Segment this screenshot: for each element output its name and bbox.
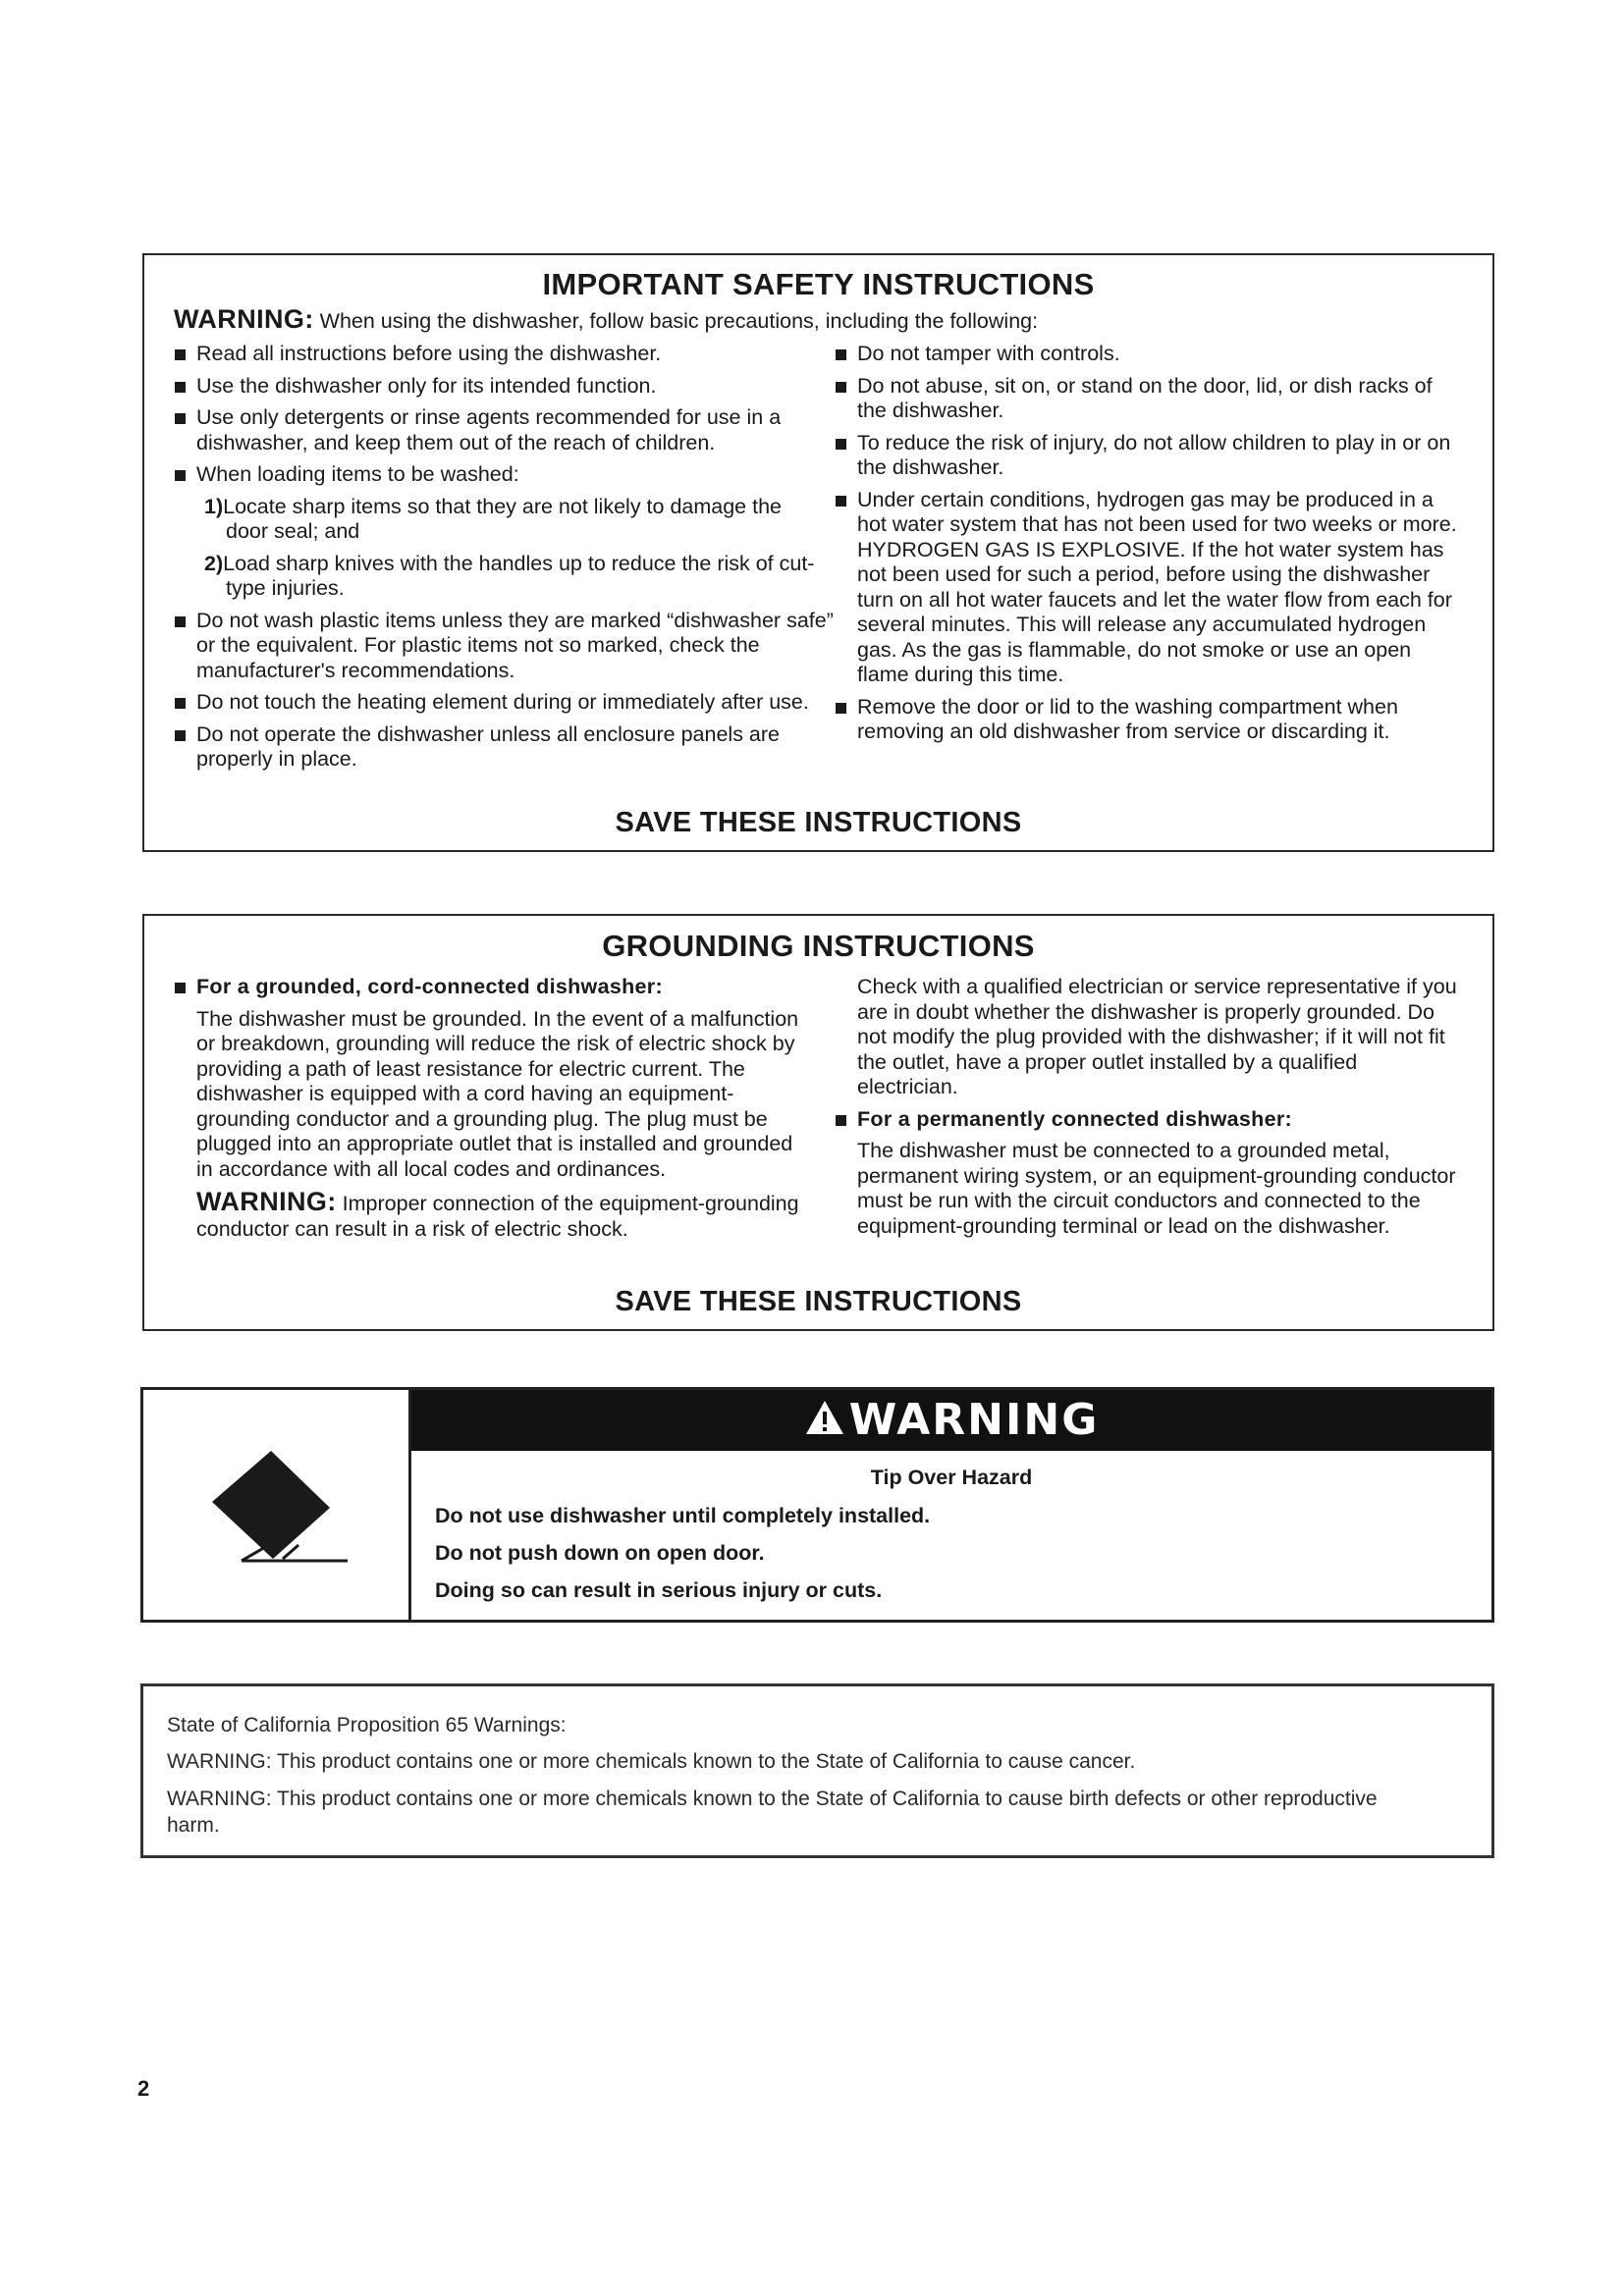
safety-instructions-box: [142, 253, 1494, 852]
sub-item: [174, 552, 844, 602]
warning-line-3: Doing so can result in serious injury or cuts.: [435, 1578, 883, 1602]
warning-label: WARNING:: [174, 304, 314, 334]
list-item: Do not operate the dishwasher unless all enclosure panels are properly in place.: [174, 722, 825, 773]
list-item: Read all instructions before using the dishwasher.: [174, 342, 959, 367]
sub-text: Load sharp knives with the handles up to reduce the risk of cut-type injuries.: [223, 551, 815, 600]
prop65-box: [140, 1683, 1494, 1858]
list-item: Do not tamper with controls.: [835, 342, 1463, 367]
prop65-warning-cancer: WARNING: This product contains one or more chemicals known to the State of California to cause cancer.: [167, 1750, 1136, 1773]
warning-icon-cell: [143, 1390, 411, 1620]
warning-label: WARNING:: [196, 1187, 337, 1216]
safety-right-column: [835, 342, 1463, 752]
safety-title: IMPORTANT SAFETY INSTRUCTIONS: [542, 267, 1095, 301]
list-item: Under certain conditions, hydrogen gas may be produced in a hot water system that has not been used for two weeks or more. HYDROGEN GAS IS EXPLOSIVE. If the hot water system has not been used for such a period, before using the dishwasher turn on all hot water faucets and let the water flow from each for several minutes. This will release any accumulated hydrogen gas. As the gas is flammable, do not smoke or use an open flame during this time.: [835, 488, 1463, 688]
grounding-body-check: Check with a qualified electrician or service representative if you are in doubt whether the dishwasher is properly grounded. Do not modify the plug provided with the dishwasher; if it will not fit the outlet, have a proper outlet installed by a qualified electrician.: [857, 975, 1457, 1098]
warning-text: When using the dishwasher, follow basic precautions, including the following:: [313, 309, 1039, 333]
tip-over-icon: [202, 1451, 350, 1578]
list-item: Remove the door or lid to the washing compartment when removing an old dishwasher from service or discarding it.: [835, 695, 1417, 745]
page-number: 2: [137, 2076, 150, 2101]
grounding-left-column: [174, 975, 812, 1249]
warning-text: Improper connection of the equipment-grounding conductor can result in a risk of electric shock.: [196, 1192, 799, 1241]
list-item: Use only detergents or rinse agents recommended for use in a dishwasher, and keep them out of the reach of children.: [174, 405, 844, 455]
sub-number: 2): [204, 551, 224, 575]
list-item: Do not wash plastic items unless they are marked “dishwasher safe” or the equivalent. For plastic items not so marked, check the manufacturer's recommendations.: [174, 609, 835, 684]
list-item: Do not touch the heating element during or immediately after use.: [174, 690, 844, 716]
warning-line-1: Do not use dishwasher until completely installed.: [435, 1504, 931, 1527]
grounding-body-permanent: The dishwasher must be connected to a grounded metal, permanent wiring system, or an equipment-grounding conductor must be run with the circuit conductors and connected to the equipment-grounding terminal or lead on the dishwasher.: [857, 1139, 1456, 1238]
grounding-warning: [174, 1187, 812, 1242]
safety-footer: SAVE THESE INSTRUCTIONS: [615, 807, 1022, 838]
grounding-footer: SAVE THESE INSTRUCTIONS: [615, 1286, 1022, 1317]
prop65-warning-reproductive: WARNING: This product contains one or more chemicals known to the State of California to cause birth defects or other reproductive harm.: [167, 1788, 1378, 1837]
grounding-heading-permanent: For a permanently connected dishwasher:: [835, 1107, 1463, 1133]
warning-line-2: Do not push down on open door.: [435, 1541, 765, 1565]
sub-number: 1): [204, 494, 224, 518]
grounding-right-column: [835, 975, 1463, 1246]
list-item: Do not abuse, sit on, or stand on the door, lid, or dish racks of the dishwasher.: [835, 374, 1463, 424]
list-item: When loading items to be washed:: [174, 462, 959, 488]
grounding-instructions-box: [142, 914, 1494, 1331]
safety-warning-line: [174, 304, 1038, 335]
grounding-title: GROUNDING INSTRUCTIONS: [602, 929, 1035, 963]
grounding-body-cord: The dishwasher must be grounded. In the event of a malfunction or breakdown, grounding will reduce the risk of electric shock by providing a path of least resistance for electric current. The dishwasher is equipped with a cord having an equipment-grounding conductor and a grounding plug. The plug must be plugged into an appropriate outlet that is installed and grounded in accordance with all local codes and ordinances.: [196, 1006, 799, 1181]
alert-triangle-icon: [804, 1399, 845, 1436]
hazard-title: Tip Over Hazard: [870, 1466, 1033, 1489]
prop65-title: State of California Proposition 65 Warnings:: [167, 1714, 567, 1736]
sub-item: [174, 495, 815, 545]
warning-banner-text: WARNING: [848, 1395, 1100, 1445]
tip-over-warning-box: [140, 1387, 1494, 1623]
warning-banner: [411, 1390, 1491, 1451]
grounding-heading-cord: For a grounded, cord-connected dishwasher:: [174, 975, 812, 1000]
list-item: To reduce the risk of injury, do not allow children to play in or on the dishwasher.: [835, 431, 1463, 481]
sub-text: Locate sharp items so that they are not likely to damage the door seal; and: [223, 494, 783, 543]
list-item: Use the dishwasher only for its intended function.: [174, 374, 959, 400]
